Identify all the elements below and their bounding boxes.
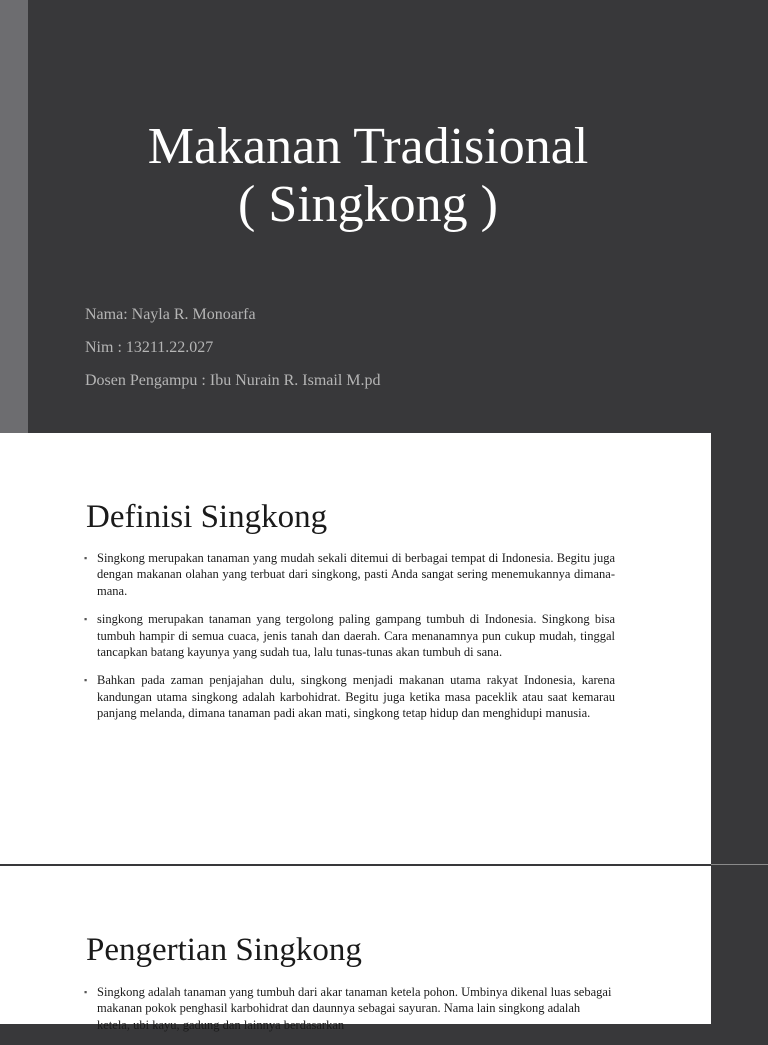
bullet-icon: ▪ bbox=[84, 553, 88, 563]
slide-pengertian-heading: Pengertian Singkong bbox=[86, 932, 362, 968]
viewer-divider-line bbox=[711, 864, 768, 865]
bullet-text: singkong merupakan tanaman yang tergolong paling gampang tumbuh di Indonesia. Singkong bisa tumbuh hampir di semua cuaca, jenis tanah dan daerah. Cara menanamnya pun cukup mudah, tinggal tancapkan batang kayunya yang sudah tua, lalu tunas-tunas akan tumbuh di sana. bbox=[97, 612, 615, 660]
slide-definisi-heading: Definisi Singkong bbox=[86, 499, 328, 535]
bullet-text: Bahkan pada zaman penjajahan dulu, singkong menjadi makanan utama rakyat Indonesia, karena kandungan utama singkong adalah karbohidrat. Begitu juga ketika masa paceklik atau saat kemarau panjang melanda, dimana tanaman padi akan mati, singkong tetap hidup dan menghidupi manusia. bbox=[97, 673, 615, 721]
student-id: Nim : 13211.22.027 bbox=[85, 339, 214, 356]
title-slide[interactable] bbox=[28, 0, 768, 433]
lecturer-name: Dosen Pengampu : Ibu Nurain R. Ismail M.pd bbox=[85, 372, 381, 389]
bullet-item bbox=[84, 611, 615, 660]
bullet-item bbox=[84, 984, 615, 1033]
bullet-icon: ▪ bbox=[84, 675, 88, 686]
bullet-icon: ▪ bbox=[84, 987, 88, 997]
author-info bbox=[85, 303, 381, 402]
title-slide-accent-bar bbox=[0, 0, 28, 433]
bullet-text: Singkong merupakan tanaman yang mudah sekali ditemui di berbagai tempat di Indonesia. Begitu juga dengan makanan olahan yang terbuat dari singkong, pasti Anda sangat sering menemukannya dimana-mana. bbox=[97, 551, 615, 598]
presentation-title bbox=[28, 118, 708, 234]
slide-definisi-bullet-list bbox=[84, 550, 615, 734]
bullet-item bbox=[84, 550, 615, 599]
bullet-item bbox=[84, 672, 615, 721]
bullet-text: Singkong adalah tanaman yang tumbuh dari akar tanaman ketela pohon. Umbinya dikenal luas sebagai makanan pokok penghasil karbohidrat dan daunnya sebagai sayuran. Nama lain singkong adalah ketela, ubi kayu, gadung dan lainnya berdasarkan bbox=[97, 985, 612, 1032]
title-line-2: ( Singkong ) bbox=[238, 176, 498, 233]
bullet-icon: ▪ bbox=[84, 614, 88, 625]
author-name: Nama: Nayla R. Monoarfa bbox=[85, 306, 256, 323]
title-line-1: Makanan Tradisional bbox=[147, 118, 589, 175]
slide-pengertian-bullet-list bbox=[84, 984, 615, 1045]
viewer-background-strip bbox=[711, 433, 768, 1024]
